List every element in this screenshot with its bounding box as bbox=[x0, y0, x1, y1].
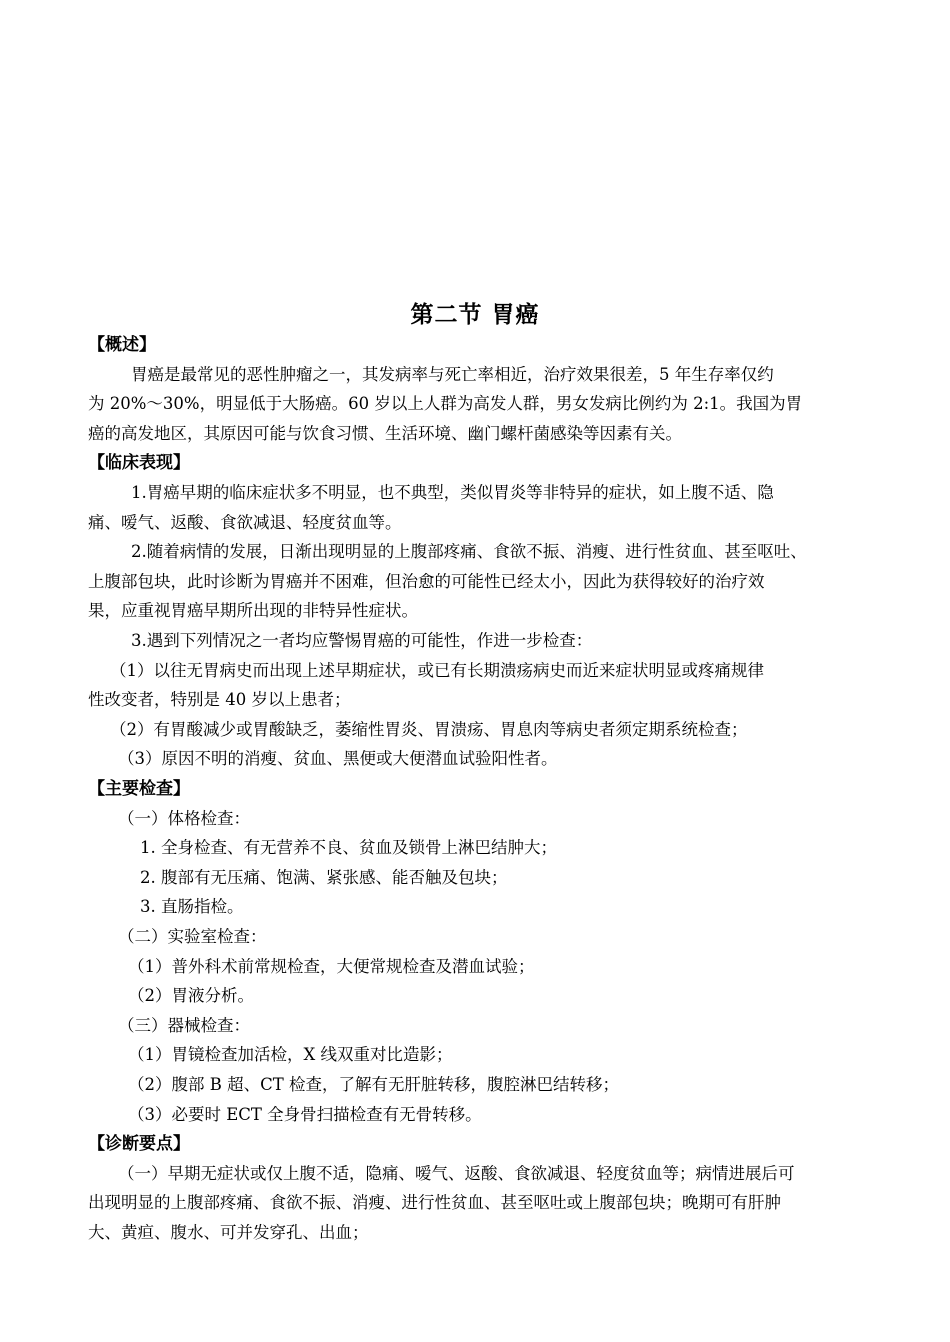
text-line: 1.胃癌早期的临床症状多不明显，也不典型，类似胃炎等非特异的症状，如上腹不适、隐 bbox=[131, 483, 774, 502]
section-heading: 【临床表现】 bbox=[88, 453, 190, 474]
text-line: （2）胃液分析。 bbox=[128, 986, 254, 1006]
text-line: 2. 腹部有无压痛、饱满、紧张感、能否触及包块； bbox=[140, 867, 508, 887]
text-line: 3.遇到下列情况之一者均应警惕胃癌的可能性，作进一步检查： bbox=[131, 631, 593, 650]
text-line: 上腹部包块，此时诊断为胃癌并不困难，但治愈的可能性已经太小，因此为获得较好的治疗效 bbox=[88, 571, 765, 591]
text-line: 出现明显的上腹部疼痛、食欲不振、消瘦、进行性贫血、甚至呕吐或上腹部包块；晚期可有肝肿 bbox=[88, 1193, 781, 1213]
text-line: （3）必要时 ECT 全身骨扫描检查有无骨转移。 bbox=[128, 1104, 482, 1124]
text-line: 痛、嗳气、返酸、食欲减退、轻度贫血等。 bbox=[88, 512, 402, 532]
text-line: （1）以往无胃病史而出现上述早期症状，或已有长期溃疡病史而近来症状明显或疼痛规律 bbox=[110, 660, 764, 680]
text-line: （3）原因不明的消瘦、贫血、黑便或大便潜血试验阳性者。 bbox=[118, 749, 558, 769]
text-line: 癌的高发地区，其原因可能与饮食习惯、生活环境、幽门螺杆菌感染等因素有关。 bbox=[88, 423, 682, 443]
section-heading: 【诊断要点】 bbox=[88, 1134, 190, 1155]
section-heading: 【主要检查】 bbox=[88, 779, 190, 799]
text-line: （1）胃镜检查加活检，X 线双重对比造影； bbox=[128, 1045, 453, 1065]
text-line: 为 20%～30%，明显低于大肠癌。60 岁以上人群为高发人群，男女发病比例约为 2:1。我国为胃 bbox=[88, 394, 803, 414]
text-line: （三）器械检查： bbox=[118, 1015, 250, 1035]
section-title: 第二节 胃癌 bbox=[410, 302, 540, 328]
text-line: （2）腹部 B 超、CT 检查，了解有无肝脏转移，腹腔淋巴结转移； bbox=[128, 1075, 619, 1094]
text-line: 胃癌是最常见的恶性肿瘤之一，其发病率与死亡率相近，治疗效果很差，5 年生存率仅约 bbox=[131, 364, 774, 384]
text-line: 果，应重视胃癌早期所出现的非特异性症状。 bbox=[88, 601, 418, 621]
text-line: （一）早期无症状或仅上腹不适，隐痛、嗳气、返酸、食欲减退、轻度贫血等；病情进展后可 bbox=[118, 1163, 795, 1183]
text-line: 2.随着病情的发展，日渐出现明显的上腹部疼痛、食欲不振、消瘦、进行性贫血、甚至呕吐、 bbox=[131, 542, 807, 562]
text-line: （1）普外科术前常规检查，大便常规检查及潜血试验； bbox=[128, 956, 535, 976]
text-line: （一）体格检查： bbox=[118, 808, 250, 828]
text-line: 大、黄疸、腹水、可并发穿孔、出血； bbox=[88, 1223, 369, 1242]
text-line: （二）实验室检查： bbox=[118, 927, 267, 946]
text-line: （2）有胃酸减少或胃酸缺乏，萎缩性胃炎、胃溃疡、胃息肉等病史者须定期系统检查； bbox=[110, 719, 748, 739]
text-line: 1. 全身检查、有无营养不良、贫血及锁骨上淋巴结肿大； bbox=[140, 838, 557, 858]
section-heading: 【概述】 bbox=[88, 335, 156, 355]
text-line: 3. 直肠指检。 bbox=[140, 897, 244, 917]
text-line: 性改变者，特别是 40 岁以上患者； bbox=[88, 690, 351, 710]
